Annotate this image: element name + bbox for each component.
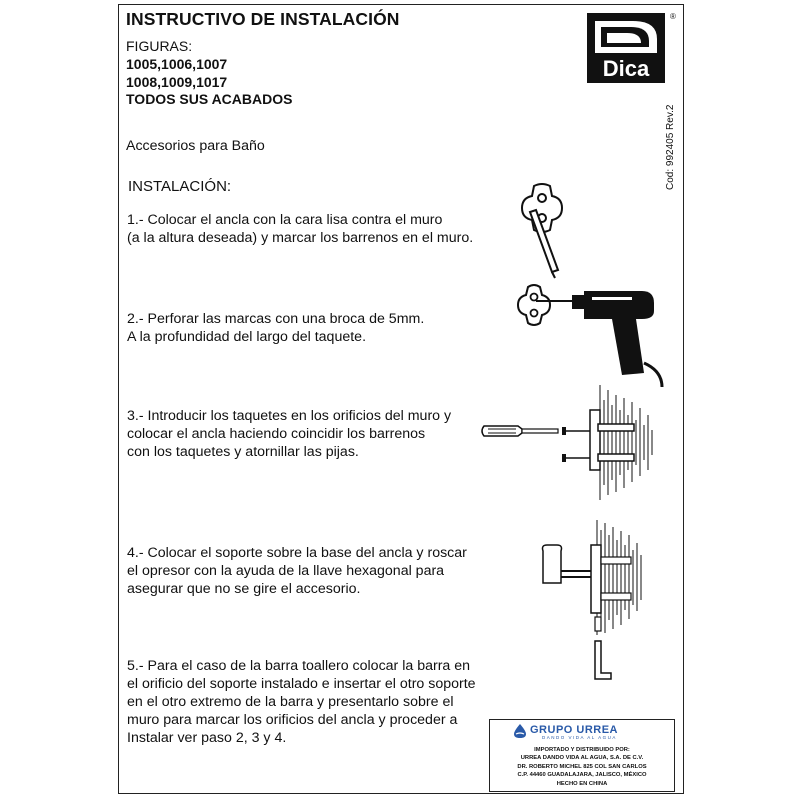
category-text: Accesorios para Baño bbox=[126, 138, 265, 154]
step-3 bbox=[127, 407, 451, 461]
step-5-line-3: en el otro extremo de la barra y presentarlo sobre el bbox=[127, 694, 454, 710]
distributor-box bbox=[489, 719, 675, 792]
step-3-line-1: 3.- Introducir los taquetes en los orificios del muro y bbox=[127, 408, 452, 424]
distributor-line-1: IMPORTADO Y DISTRIBUIDO POR: bbox=[534, 747, 630, 753]
anchor-marking-illustration bbox=[512, 182, 572, 282]
urrea-brand: GRUPO URREA bbox=[530, 724, 619, 736]
step-5-line-2: el orificio del soporte instalado e insertar el otro soporte bbox=[127, 676, 476, 692]
step-2 bbox=[127, 310, 424, 346]
finishes-line: TODOS SUS ACABADOS bbox=[126, 91, 293, 107]
distributor-info bbox=[490, 746, 674, 788]
step-5 bbox=[127, 657, 476, 747]
urrea-tagline: DANDO VIDA AL AGUA bbox=[542, 735, 617, 740]
distributor-line-2: URREA DANDO VIDA AL AGUA, S.A. DE C.V. bbox=[520, 755, 644, 762]
distributor-line-4: C.P. 44460 GUADALAJARA, JALISCO, MÉXICO bbox=[517, 772, 647, 779]
step-2-line-2: A la profundidad del largo del taquete. bbox=[127, 329, 367, 345]
installation-heading: INSTALACIÓN: bbox=[128, 178, 232, 195]
document-code: Cod: 992405 Rev.2 bbox=[665, 104, 676, 190]
distributor-line-5: HECHO EN CHINA bbox=[556, 780, 608, 787]
figures-label: FIGURAS: bbox=[126, 38, 193, 54]
drill-illustration bbox=[512, 283, 672, 388]
step-1 bbox=[127, 211, 473, 247]
step-3-line-2: colocar el ancla haciendo coincidir los barrenos bbox=[127, 426, 426, 442]
step-5-line-4: muro para marcar los orificios del ancla y proceder a bbox=[127, 712, 458, 728]
screwdriver-wall-illustration bbox=[478, 380, 668, 505]
step-4 bbox=[127, 544, 467, 598]
figures-line-1: 1005,1006,1007 bbox=[126, 56, 228, 72]
step-3-line-3: con los taquetes y atornillar las pijas. bbox=[127, 444, 359, 460]
step-1-line-1: 1.- Colocar el ancla con la cara lisa contra el muro bbox=[127, 212, 443, 228]
figures-line-2: 1008,1009,1017 bbox=[126, 74, 228, 90]
distributor-line-3: DR. ROBERTO MICHEL 825 COL SAN CARLOS bbox=[517, 763, 647, 770]
dica-logo bbox=[587, 13, 665, 83]
step-2-line-1: 2.- Perforar las marcas con una broca de 5mm. bbox=[127, 311, 425, 327]
urrea-drop-icon bbox=[512, 723, 528, 739]
step-4-line-2: el opresor con la ayuda de la llave hexagonal para bbox=[127, 563, 445, 579]
document-title: INSTRUCTIVO DE INSTALACIÓN bbox=[126, 9, 400, 29]
registered-mark: ® bbox=[670, 12, 676, 21]
step-4-line-1: 4.- Colocar el soporte sobre la base del ancla y roscar bbox=[127, 545, 467, 561]
step-5-line-5: Instalar ver paso 2, 3 y 4. bbox=[127, 730, 287, 746]
step-4-line-3: asegurar que no se gire el accesorio. bbox=[127, 581, 361, 597]
support-hexkey-illustration bbox=[527, 515, 672, 685]
step-1-line-2: (a la altura deseada) y marcar los barrenos en el muro. bbox=[127, 230, 474, 246]
step-5-line-1: 5.- Para el caso de la barra toallero colocar la barra en bbox=[127, 658, 471, 674]
svg-text:Dica: Dica bbox=[602, 56, 650, 81]
